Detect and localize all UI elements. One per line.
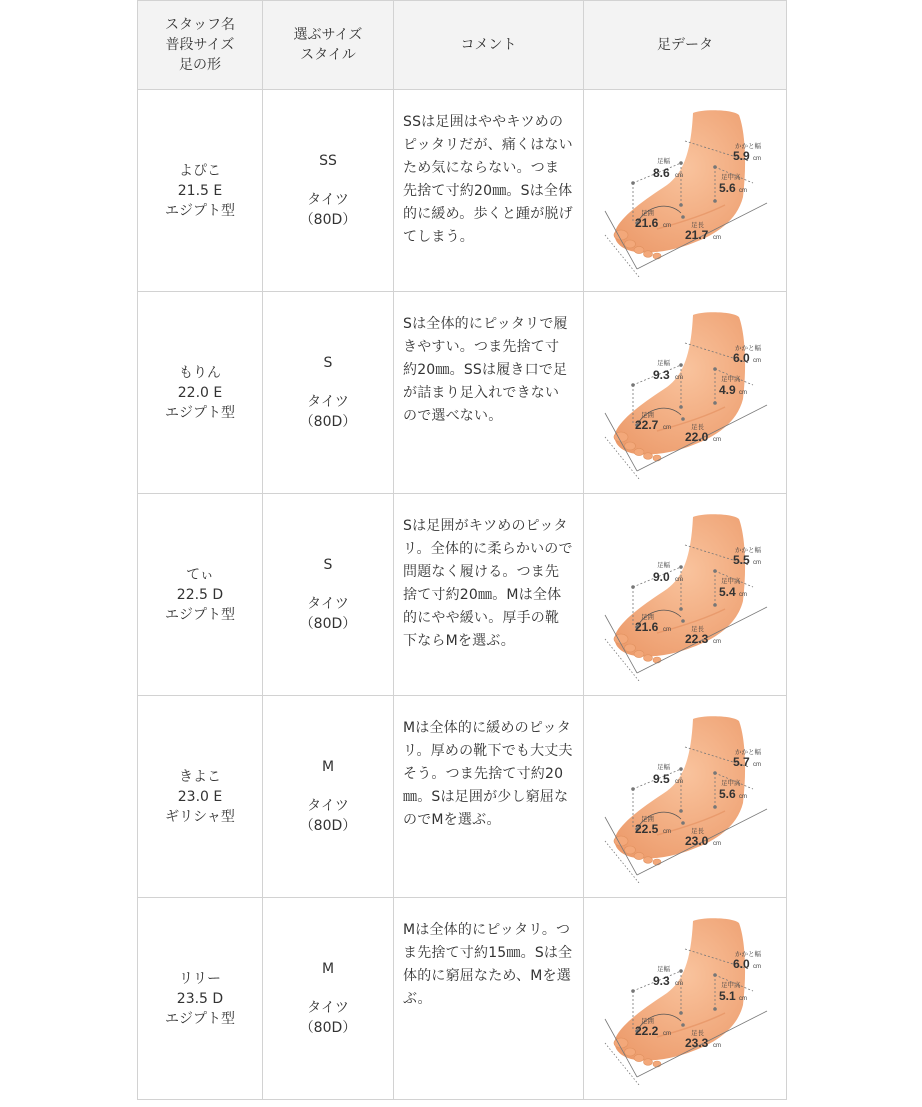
foot-girth-unit: cm (663, 1030, 671, 1037)
foot-data-cell (584, 494, 787, 696)
comment-cell (394, 898, 584, 1100)
denier: （80D） (299, 818, 357, 834)
foot-data-cell (584, 292, 787, 494)
foot-length-unit: cm (713, 234, 721, 241)
comment-cell (394, 90, 584, 292)
foot-diagram (597, 105, 773, 277)
chosen-size: S (323, 557, 333, 573)
comment-cell (394, 696, 584, 898)
foot-length-unit: cm (713, 840, 721, 847)
foot-length-unit: cm (713, 1042, 721, 1049)
foot-shape: エジプト型 (165, 404, 235, 421)
heel-width-unit: cm (753, 559, 761, 566)
staff-name: リリー (179, 970, 221, 987)
heel-width-value: 5.7 (733, 754, 750, 769)
usual-size: 23.0 E (177, 788, 223, 805)
denier: （80D） (299, 1020, 357, 1036)
foot-width-label: 足幅 (657, 762, 670, 771)
foot-diagram (597, 711, 773, 883)
chosen-size: M (321, 759, 335, 775)
heel-width-value: 5.9 (733, 148, 750, 163)
header-staff (138, 1, 263, 90)
style-name: タイツ (307, 596, 349, 612)
header-usual-size: 普段サイズ (165, 37, 235, 53)
foot-width-value: 9.5 (653, 771, 670, 786)
instep-height-unit: cm (739, 995, 747, 1002)
foot-girth-label: 足囲 (641, 410, 654, 419)
usual-size: 23.5 D (176, 990, 224, 1007)
foot-girth-value: 22.5 (635, 821, 659, 836)
style-name: タイツ (307, 1000, 349, 1016)
chosen-size: SS (319, 153, 337, 169)
foot-width-unit: cm (675, 576, 683, 583)
staff-name: もりん (179, 364, 221, 381)
comment-text: SSは足囲はややキツめのピッタリだが、痛くはないため気にならない。つま先捨て寸約20㎜。Sは全体的に緩め。歩くと踵が脱げてしまう。 (403, 114, 573, 245)
staff-cell (138, 292, 263, 494)
chosen-size: M (321, 961, 335, 977)
foot-diagram (597, 307, 773, 479)
header-staff-name: スタッフ名 (165, 17, 235, 33)
comment-text: Sは足囲がキツめのピッタリ。全体的に柔らかいので問題なく履ける。つま先捨て寸約20㎜。Mは全体的にやや緩い。厚手の靴下ならMを選ぶ。 (403, 518, 573, 649)
foot-girth-value: 22.2 (635, 1023, 659, 1038)
foot-length-value: 21.7 (685, 227, 709, 242)
foot-girth-value: 21.6 (635, 619, 659, 634)
size-cell (263, 90, 394, 292)
foot-width-unit: cm (675, 980, 683, 987)
instep-height-unit: cm (739, 187, 747, 194)
staff-name: よぴこ (179, 162, 221, 179)
foot-girth-value: 21.6 (635, 215, 659, 230)
foot-length-value: 23.0 (685, 833, 709, 848)
header-size (263, 1, 394, 90)
foot-length-unit: cm (713, 638, 721, 645)
heel-width-label: かかと幅 (735, 545, 761, 554)
foot-data-cell (584, 898, 787, 1100)
foot-width-label: 足幅 (657, 156, 670, 165)
style-name: タイツ (307, 798, 349, 814)
foot-width-unit: cm (675, 374, 683, 381)
usual-size: 21.5 E (177, 182, 223, 199)
foot-diagram (597, 913, 773, 1085)
foot-length-label: 足長 (691, 624, 704, 633)
staff-cell (138, 90, 263, 292)
foot-girth-label: 足囲 (641, 208, 654, 217)
foot-girth-unit: cm (663, 424, 671, 431)
foot-width-unit: cm (675, 172, 683, 179)
header-chosen-size: 選ぶサイズ (293, 27, 363, 43)
instep-height-label: 足甲高 (721, 374, 741, 383)
size-cell (263, 494, 394, 696)
foot-girth-label: 足囲 (641, 612, 654, 621)
foot-girth-label: 足囲 (641, 1016, 654, 1025)
style-name: タイツ (307, 192, 349, 208)
foot-length-label: 足長 (691, 220, 704, 229)
size-cell (263, 898, 394, 1100)
instep-height-value: 5.1 (719, 988, 736, 1003)
heel-width-label: かかと幅 (735, 949, 761, 958)
foot-girth-unit: cm (663, 828, 671, 835)
style-name: タイツ (307, 394, 349, 410)
foot-shape: ギリシャ型 (165, 808, 235, 825)
foot-diagram (597, 509, 773, 681)
foot-length-value: 23.3 (685, 1035, 709, 1050)
heel-width-value: 6.0 (733, 350, 750, 365)
instep-height-unit: cm (739, 591, 747, 598)
heel-width-unit: cm (753, 155, 761, 162)
staff-cell (138, 494, 263, 696)
foot-data-cell (584, 696, 787, 898)
instep-height-label: 足甲高 (721, 778, 741, 787)
table-row (138, 696, 787, 898)
heel-width-value: 6.0 (733, 956, 750, 971)
foot-shape: エジプト型 (165, 1010, 235, 1027)
foot-shape: エジプト型 (165, 606, 235, 623)
denier: （80D） (299, 414, 357, 430)
foot-width-unit: cm (675, 778, 683, 785)
foot-width-value: 9.0 (653, 569, 670, 584)
foot-length-value: 22.3 (685, 631, 709, 646)
foot-length-unit: cm (713, 436, 721, 443)
table-row (138, 90, 787, 292)
table-row (138, 494, 787, 696)
foot-width-label: 足幅 (657, 358, 670, 367)
foot-width-value: 9.3 (653, 973, 670, 988)
foot-girth-unit: cm (663, 222, 671, 229)
header-foot-shape: 足の形 (179, 57, 221, 73)
chosen-size: S (323, 355, 333, 371)
usual-size: 22.0 E (177, 384, 223, 401)
staff-name: きよこ (179, 768, 221, 785)
foot-shape: エジプト型 (165, 202, 235, 219)
heel-width-unit: cm (753, 761, 761, 768)
foot-data-cell (584, 90, 787, 292)
foot-length-label: 足長 (691, 422, 704, 431)
header-foot-data: 足データ (584, 1, 787, 90)
denier: （80D） (299, 212, 357, 228)
foot-length-label: 足長 (691, 826, 704, 835)
foot-girth-label: 足囲 (641, 814, 654, 823)
instep-height-label: 足甲高 (721, 172, 741, 181)
instep-height-unit: cm (739, 793, 747, 800)
comment-text: Mは全体的にピッタリ。つま先捨て寸約15㎜。Sは全体的に窮屈なため、Mを選ぶ。 (403, 922, 573, 1007)
instep-height-value: 5.6 (719, 786, 736, 801)
heel-width-unit: cm (753, 963, 761, 970)
size-comparison-table (137, 0, 787, 1100)
foot-length-value: 22.0 (685, 429, 709, 444)
table-row (138, 292, 787, 494)
heel-width-label: かかと幅 (735, 747, 761, 756)
comment-text: Mは全体的に緩めのピッタリ。厚めの靴下でも大丈夫そう。つま先捨て寸約20㎜。Sは足囲が少し窮屈なのでMを選ぶ。 (403, 720, 573, 828)
comment-text: Sは全体的にピッタリで履きやすい。つま先捨て寸約20㎜。SSは履き口で足が詰まり足入れできないので選べない。 (403, 316, 568, 424)
foot-girth-value: 22.7 (635, 417, 659, 432)
header-row (138, 1, 787, 90)
instep-height-unit: cm (739, 389, 747, 396)
staff-name: てぃ (186, 566, 214, 583)
foot-width-value: 8.6 (653, 165, 670, 180)
staff-cell (138, 696, 263, 898)
table-row (138, 898, 787, 1100)
foot-width-label: 足幅 (657, 560, 670, 569)
usual-size: 22.5 D (176, 586, 224, 603)
denier: （80D） (299, 616, 357, 632)
instep-height-value: 4.9 (719, 382, 736, 397)
foot-width-value: 9.3 (653, 367, 670, 382)
size-cell (263, 696, 394, 898)
comment-cell (394, 292, 584, 494)
heel-width-unit: cm (753, 357, 761, 364)
foot-width-label: 足幅 (657, 964, 670, 973)
heel-width-value: 5.5 (733, 552, 750, 567)
heel-width-label: かかと幅 (735, 141, 761, 150)
heel-width-label: かかと幅 (735, 343, 761, 352)
comment-cell (394, 494, 584, 696)
header-comment: コメント (394, 1, 584, 90)
foot-girth-unit: cm (663, 626, 671, 633)
foot-length-label: 足長 (691, 1028, 704, 1037)
instep-height-value: 5.4 (719, 584, 736, 599)
instep-height-value: 5.6 (719, 180, 736, 195)
instep-height-label: 足甲高 (721, 576, 741, 585)
size-cell (263, 292, 394, 494)
staff-cell (138, 898, 263, 1100)
instep-height-label: 足甲高 (721, 980, 741, 989)
header-style: スタイル (300, 47, 356, 63)
